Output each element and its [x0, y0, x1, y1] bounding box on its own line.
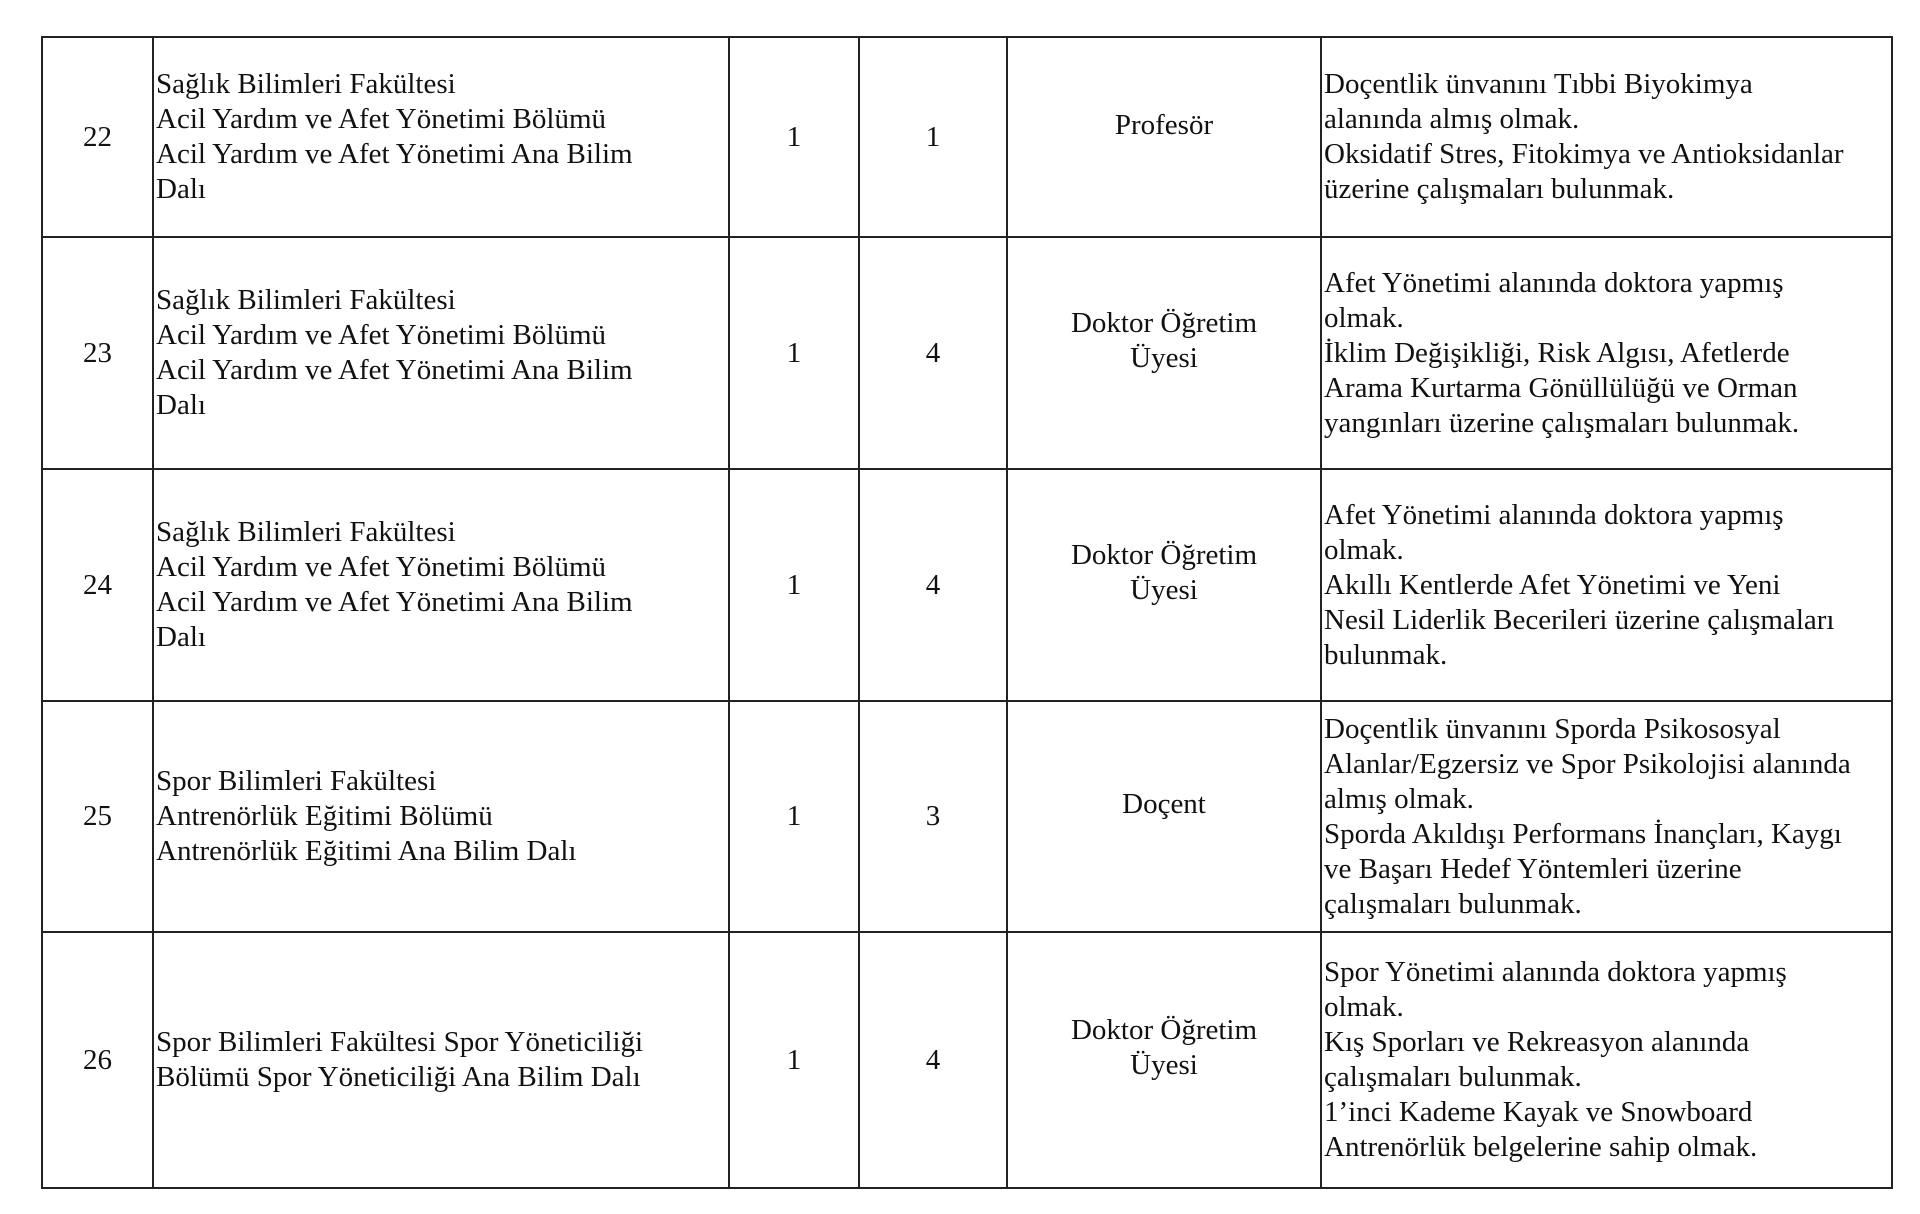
level-cell: 3	[859, 701, 1007, 932]
requirements-cell: Afet Yönetimi alanında doktora yapmış olmak. Akıllı Kentlerde Afet Yönetimi ve Yeni Nesil Liderlik Becerileri üzerine çalışmaları bulunmak.	[1321, 469, 1892, 701]
row-number-cell: 25	[42, 701, 153, 932]
rank-cell: Profesör	[1007, 37, 1321, 237]
count-cell: 1	[729, 37, 859, 237]
requirements-cell: Spor Yönetimi alanında doktora yapmış olmak. Kış Sporları ve Rekreasyon alanında çalışmaları bulunmak. 1’inci Kademe Kayak ve Snowboard Antrenörlük belgelerine sahip olmak.	[1321, 932, 1892, 1188]
count-cell: 1	[729, 701, 859, 932]
table-row	[42, 932, 1892, 1188]
count-cell: 1	[729, 932, 859, 1188]
rank-cell: Doktor Öğretim Üyesi	[1007, 469, 1321, 701]
row-number-cell: 22	[42, 37, 153, 237]
requirements-cell: Doçentlik ünvanını Sporda Psikososyal Alanlar/Egzersiz ve Spor Psikolojisi alanında almış olmak. Sporda Akıldışı Performans İnançları, Kaygı ve Başarı Hedef Yöntemleri üzerine çalışmaları bulunmak.	[1321, 701, 1892, 932]
count-cell: 1	[729, 237, 859, 469]
level-cell: 4	[859, 932, 1007, 1188]
unit-cell: Spor Bilimleri Fakültesi Antrenörlük Eğitimi Bölümü Antrenörlük Eğitimi Ana Bilim Dalı	[153, 701, 729, 932]
level-cell: 4	[859, 237, 1007, 469]
positions-table-body	[42, 37, 1892, 1188]
rank-cell: Doktor Öğretim Üyesi	[1007, 237, 1321, 469]
unit-cell: Sağlık Bilimleri Fakültesi Acil Yardım ve Afet Yönetimi Bölümü Acil Yardım ve Afet Yönetimi Ana Bilim Dalı	[153, 469, 729, 701]
requirements-cell: Afet Yönetimi alanında doktora yapmış olmak. İklim Değişikliği, Risk Algısı, Afetlerde Arama Kurtarma Gönüllülüğü ve Orman yangınları üzerine çalışmaları bulunmak.	[1321, 237, 1892, 469]
table-row	[42, 469, 1892, 701]
row-number-cell: 23	[42, 237, 153, 469]
row-number-cell: 24	[42, 469, 153, 701]
rank-cell: Doktor Öğretim Üyesi	[1007, 932, 1321, 1188]
rank-cell: Doçent	[1007, 701, 1321, 932]
requirements-cell: Doçentlik ünvanını Tıbbi Biyokimya alanında almış olmak. Oksidatif Stres, Fitokimya ve Antioksidanlar üzerine çalışmaları bulunmak.	[1321, 37, 1892, 237]
table-row	[42, 237, 1892, 469]
table-row	[42, 37, 1892, 237]
level-cell: 1	[859, 37, 1007, 237]
unit-cell: Sağlık Bilimleri Fakültesi Acil Yardım ve Afet Yönetimi Bölümü Acil Yardım ve Afet Yönetimi Ana Bilim Dalı	[153, 237, 729, 469]
unit-cell: Sağlık Bilimleri Fakültesi Acil Yardım ve Afet Yönetimi Bölümü Acil Yardım ve Afet Yönetimi Ana Bilim Dalı	[153, 37, 729, 237]
table-row	[42, 701, 1892, 932]
positions-table	[41, 36, 1893, 1189]
count-cell: 1	[729, 469, 859, 701]
level-cell: 4	[859, 469, 1007, 701]
row-number-cell: 26	[42, 932, 153, 1188]
unit-cell: Spor Bilimleri Fakültesi Spor Yöneticiliği Bölümü Spor Yöneticiliği Ana Bilim Dalı	[153, 932, 729, 1188]
